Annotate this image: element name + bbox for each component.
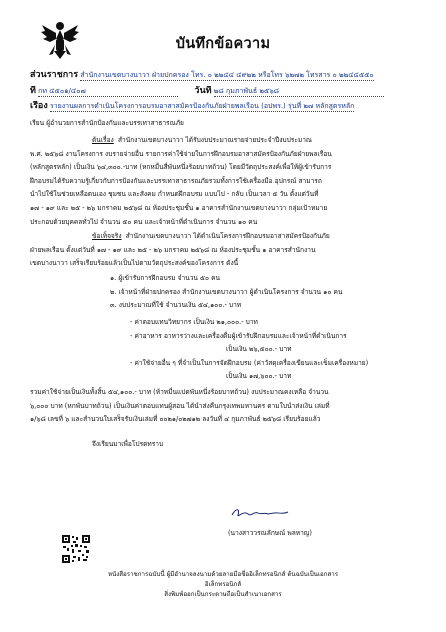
expense-item: - ค่าอาหาร อาหารว่างและเครื่องดื่มผู้เข้ารับฝึกอบรมและเจ้าหน้าที่ดำเนินการ	[130, 331, 347, 340]
footer-line-2: สิ่งพิมพ์ออกเป็นกระดาษถือเป็นสำเนาเอกสาร	[164, 591, 282, 598]
agency-value: สำนักงานเขตบางนาวา ฝ่ายปกครอง โทร. ๐ ๒๒๔๔ ๔๙๒๒ หรือโทร ๖๒๗๒ โทรสาร ๐ ๒๒๔๔๕๕๐	[80, 71, 374, 79]
origin-line-6: ๑๗ - ๑๙ และ ๒๕ - ๒๖ มกราคม ๒๕๖๘ ณ ห้องประชุมชั้น ๑ อาคารสำนักงานเขตบางนาวา กลุ่มเป้าหมาย	[30, 203, 328, 212]
origin-line-7: ประกอบด้วยบุคคลทั่วไป จำนวน ๕๐ คน และเจ้าหน้าที่ดำเนินการ จำนวน ๑๐ คน	[30, 217, 258, 226]
ref-label: ที่	[30, 86, 36, 96]
page-title: บันทึกข้อความ	[175, 36, 271, 52]
expense-item: - ค่าตอบแทนวิทยากร เป็นเงิน ๒๑,๐๐๐.- บาท	[130, 318, 258, 326]
summary-paragraph	[30, 386, 420, 427]
date-value: ๒๘ กุมภาพันธ์ ๒๕๖๘	[214, 86, 384, 97]
qr-code-icon	[62, 535, 90, 563]
subject-label: เรื่อง	[30, 101, 48, 111]
ref-value: กท ๔๕๐๑/๔๐๗	[38, 86, 178, 97]
summary-line-2: ๖,๐๐๐ บาท (หกพันบาทถ้วน) เป็นเงินค่าตอบแทนผู้สอน ได้นำส่งคืนกรุงเทพมหานคร ตามใบนำส่งเงิน เล่มที่	[30, 401, 330, 410]
facts-line-1: สำนักงานเขตบางนาวา ได้ดำเนินโครงการฝึกอบรมอาสาสมัครป้องกันภัย	[125, 232, 330, 240]
footer-note	[90, 570, 356, 600]
subject-value: รายงานผลการดำเนินโครงการอบรมอาสาสมัครป้องกันภัยฝ่ายพลเรือน (อปพร.) รุ่นที่ ๒๗ หลักสูตรหลัก	[49, 102, 355, 110]
origin-heading: ต้นเรื่อง	[92, 136, 114, 144]
agency-line	[30, 70, 420, 81]
list-item: ๓. งบประมาณที่ใช้ จำนวนเงิน ๕๔,๑๐๐.- บาท	[110, 301, 242, 310]
expense-item: - ค่าใช้จ่ายอื่น ๆ ที่จำเป็นในการจัดฝึกอบรม (ค่าวัสดุเครื่องเขียนและเข็มเครื่องหมาย)	[130, 358, 369, 367]
origin-line-3: (หลักสูตรหลัก) เป็นเงิน ๖๔,๓๐๐.-บาท (หกหมื่นสี่พันหนึ่งร้อยบาทถ้วน) โดยมีวัตถุประสงค์เพื่อให้ผู้เข้ารับการ	[30, 163, 332, 172]
summary-line-1: รวมค่าใช้จ่ายเป็นเงินทั้งสิ้น ๕๔,๑๐๐.- บาท (ห้าหมื่นแปดพันหนึ่งร้อยบาทถ้วน) งบประมาณคงเหลือ จำนวน	[30, 388, 329, 396]
origin-line-4: ฝึกอบรมได้รับความรู้เกี่ยวกับการป้องกันและบรรเทาสาธารณภัยรวมทั้งการใช้เครื่องมือ อุปกรณ์ สามารถ	[30, 176, 322, 185]
ref-date-line	[30, 86, 420, 97]
date-label: วันที่	[194, 86, 212, 96]
facts-line-2: ฝ่ายพลเรือน ตั้งแต่วันที่ ๑๗ - ๑๙ และ ๒๕ - ๒๖ มกราคม ๒๕๖๘ ณ ห้องประชุมชั้น ๑ อาคารสำนักงาน	[30, 245, 316, 254]
facts-line-3: เขตบางนาวา เสร็จเรียบร้อยแล้วเป็นไปตามวัตถุประสงค์ของโครงการ ดังนี้	[30, 259, 239, 268]
expense-list	[30, 316, 420, 384]
item-list	[30, 272, 420, 313]
paragraph-origin	[30, 134, 420, 229]
signer-name: (นางสาววรณลักษณ์ พลหาญ)	[227, 529, 312, 537]
summary-line-3: ๑/๖๘ เลขที่ ๖ และสำนวนใบเสร็จรับเงินเล่มที่ ๐๐๒๑/๐๒๗๑๒ ลงวันที่ ๔ กุมภาพันธ์ ๒๕๖๘ เรียบร้อยแล้ว	[30, 415, 321, 424]
closing-text: จึงเรียนมาเพื่อโปรดทราบ	[92, 440, 164, 448]
origin-line-2: พ.ศ. ๒๕๖๘ งานโครงการ งบรายจ่ายอื่น รายการค่าใช้จ่ายในการฝึกอบรมอาสาสมัครป้องกันภัยฝ่ายพลเรือน	[30, 149, 332, 158]
agency-label: ส่วนราชการ	[30, 70, 79, 80]
expense-amount: เป็นเงิน ๑๗,๖๐๐.- บาท	[226, 372, 292, 381]
salutation: เรียน ผู้อำนวยการสำนักป้องกันและบรรเทาสาธารณภัย	[30, 119, 184, 127]
expense-amount: เป็นเงิน ๒๖,๕๐๐.- บาท	[226, 345, 292, 354]
closing-line	[30, 438, 420, 452]
origin-line-1: สำนักงานเขตบางนาวา ได้รับงบประมาณรายจ่ายประจำปีงบประมาณ	[117, 136, 313, 144]
origin-line-5: นำไปใช้ในช่วยเหลือตนเอง ชุมชน และสังคม กำหนดฝึกอบรม แบบไป - กลับ เป็นเวลา ๕ วัน ตั้งแต่วันที่	[30, 190, 319, 199]
paragraph-facts	[30, 230, 420, 271]
handwritten-signature	[230, 506, 290, 520]
list-item: ๑. ผู้เข้ารับการฝึกอบรม จำนวน ๕๐ คน	[110, 274, 221, 282]
subject-line	[30, 101, 420, 112]
footer-line-1: หนังสือราชการฉบับนี้ ผู้มีอำนาจลงนามด้วยลายมือชื่ออิเล็กทรอนิกส์ ต้นฉบับเป็นเอกสารอิเล็กทรอนิกส์	[107, 571, 339, 588]
list-item: ๒. เจ้าหน้าที่ฝ่ายปกครอง สำนักงานเขตบางนาวา ผู้ดำเนินโครงการ จำนวน ๑๐ คน	[110, 287, 343, 296]
facts-heading: ข้อเท็จจริง	[92, 232, 122, 240]
